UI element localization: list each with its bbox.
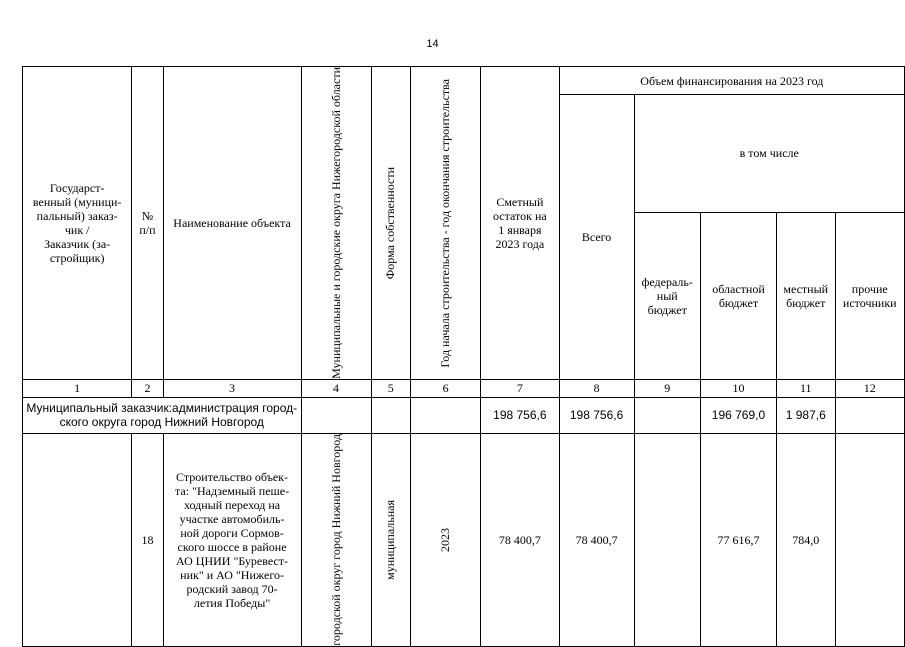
- row-municipality: городской округ город Нижний Новгород: [301, 433, 371, 646]
- customer-label: Муниципальный заказчик:администрация город- ского округа город Нижний Новгород: [23, 397, 302, 433]
- column-number: 8: [559, 379, 634, 397]
- customer-other: [835, 397, 905, 433]
- row-regional: 77 616,7: [700, 433, 776, 646]
- column-number: 11: [776, 379, 835, 397]
- table-row: [23, 433, 905, 646]
- header-including: в том числе: [634, 95, 904, 213]
- page-number: 14: [426, 38, 439, 50]
- column-number: 4: [301, 379, 371, 397]
- header-municipality: Муниципальные и городские округа Нижегородской области: [301, 67, 371, 380]
- header-funding: Объем финансирования на 2023 год: [559, 67, 904, 95]
- header-ownership: Форма собственности: [371, 67, 411, 380]
- row-total: 78 400,7: [559, 433, 634, 646]
- customer-federal: [634, 397, 700, 433]
- financing-table: [22, 66, 905, 647]
- header-number: № п/п: [132, 67, 163, 380]
- header-other: прочие источники: [835, 212, 905, 379]
- header-local: местный бюджет: [776, 212, 835, 379]
- customer-remaining: 198 756,6: [481, 397, 560, 433]
- empty-cell: [411, 397, 481, 433]
- column-number: 10: [700, 379, 776, 397]
- row-number: 18: [132, 433, 163, 646]
- column-number: 5: [371, 379, 411, 397]
- row-other: [835, 433, 905, 646]
- column-number: 3: [163, 379, 301, 397]
- row-federal: [634, 433, 700, 646]
- row-customer: [23, 433, 132, 646]
- header-federal: федераль- ный бюджет: [634, 212, 700, 379]
- header-customer: Государст- венный (муници- пальный) заказ- чик / Заказчик (за- стройщик): [23, 67, 132, 380]
- header-object-name: Наименование объекта: [163, 67, 301, 380]
- empty-cell: [371, 397, 411, 433]
- row-years: 2023: [411, 433, 481, 646]
- customer-regional: 196 769,0: [700, 397, 776, 433]
- column-number: 9: [634, 379, 700, 397]
- empty-cell: [301, 397, 371, 433]
- row-ownership: муниципальная: [371, 433, 411, 646]
- header-total: Всего: [559, 95, 634, 380]
- customer-local: 1 987,6: [776, 397, 835, 433]
- column-number: 6: [411, 379, 481, 397]
- row-local: 784,0: [776, 433, 835, 646]
- column-number-row: [23, 379, 905, 397]
- row-remaining: 78 400,7: [481, 433, 560, 646]
- column-number: 12: [835, 379, 905, 397]
- column-number: 2: [132, 379, 163, 397]
- header-regional: областной бюджет: [700, 212, 776, 379]
- header-remaining: Сметный остаток на 1 января 2023 года: [481, 67, 560, 380]
- row-object-name: Строительство объек- та: "Надземный пеше- ходный переход на участке автомобиль- ной дороги Сормов- ского шоссе в районе АО ЦНИИ "Буревест- ник" и АО "Нижего- родский завод 70- летия Победы": [163, 433, 301, 646]
- header-years: Год начала строительства - год окончания строительства: [411, 67, 481, 380]
- customer-summary-row: [23, 397, 905, 433]
- column-number: 1: [23, 379, 132, 397]
- customer-total: 198 756,6: [559, 397, 634, 433]
- column-number: 7: [481, 379, 560, 397]
